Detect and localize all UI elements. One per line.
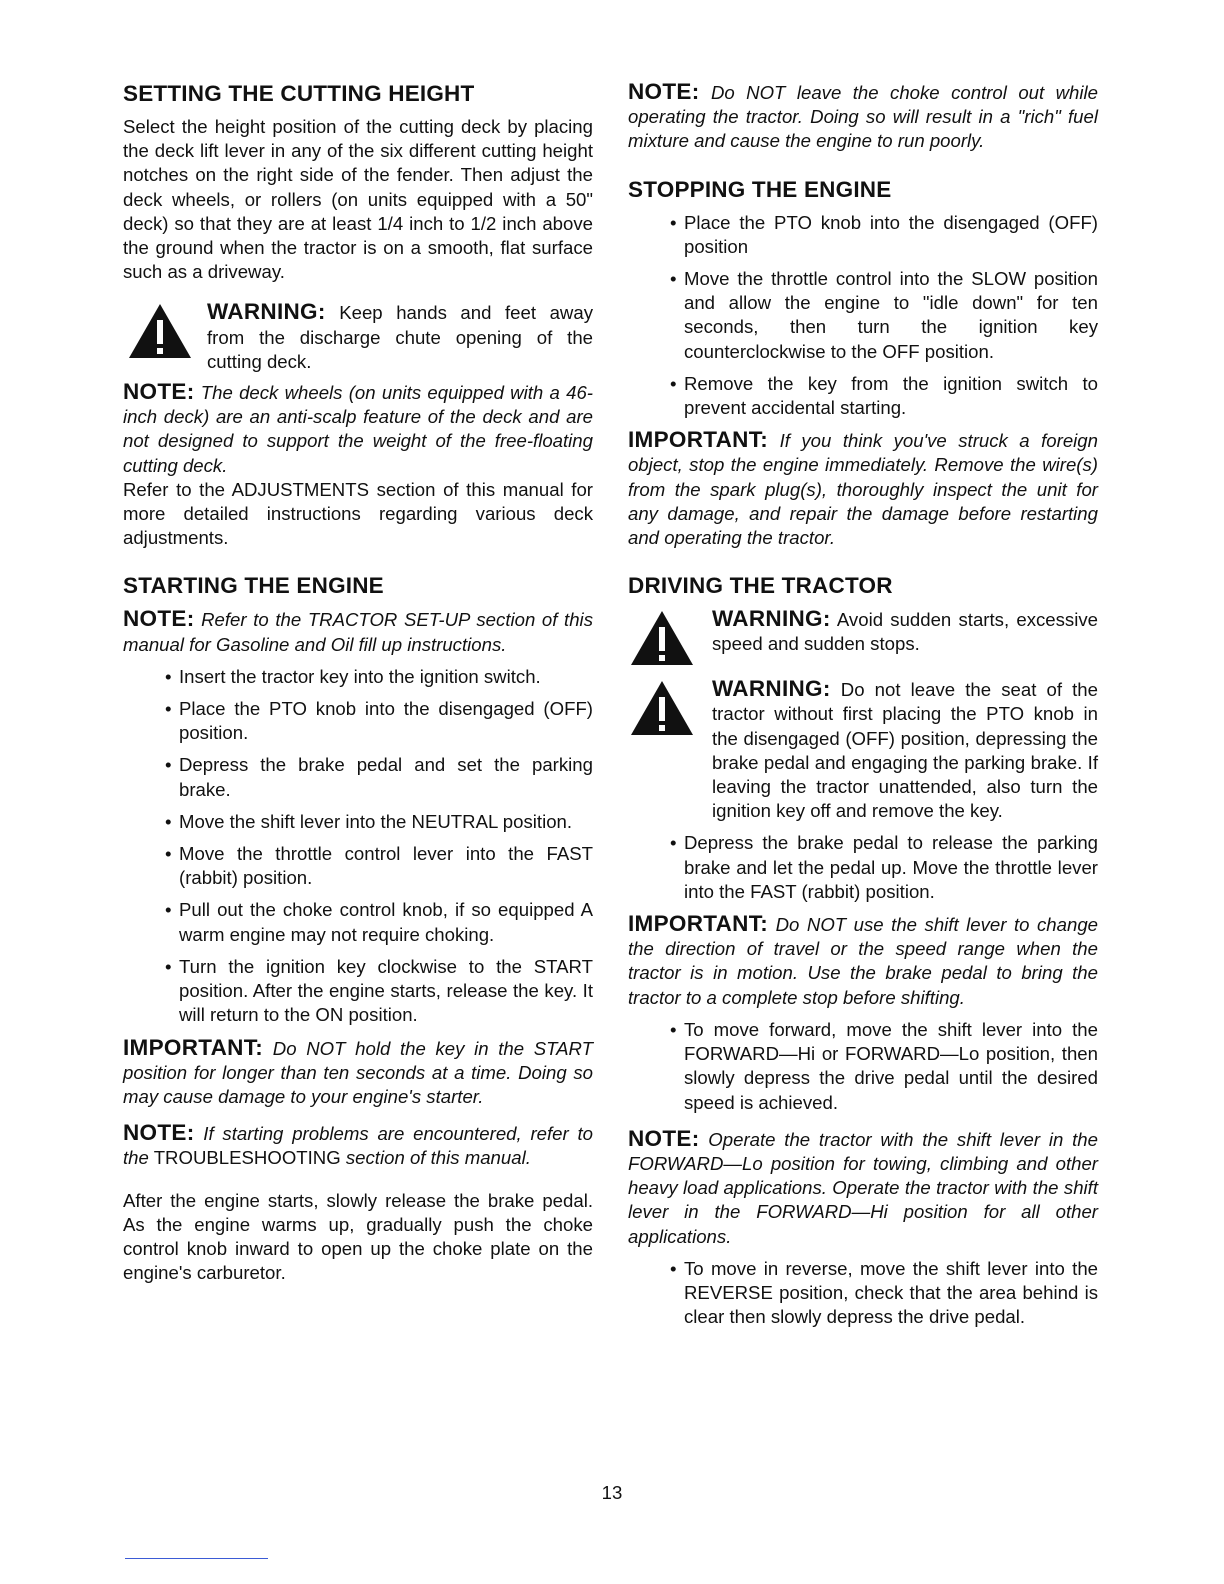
- driving-warning-1-text: [712, 607, 1098, 656]
- warning-label: WARNING:: [712, 606, 831, 632]
- important-body: If you think you've struck a foreign object, stop the engine immediately. Remove the wire(s) from the spark plug(s), thoroughly inspect the unit for any damage, and repair the damage before restarting and operating the tractor.: [628, 430, 1098, 549]
- cutting-note: [123, 380, 593, 478]
- note-body-b: TROUBLESHOOTING: [153, 1147, 341, 1169]
- warning-label: WARNING:: [207, 299, 326, 325]
- footer-rule: [125, 1558, 268, 1559]
- list-item: • Move the throttle control lever into the FAST (rabbit) position.: [179, 842, 593, 890]
- starting-note: [123, 607, 593, 656]
- important-label: IMPORTANT:: [123, 1034, 264, 1060]
- note-body: The deck wheels (on units equipped with a 46-inch deck) are an anti-scalp feature of the deck and are not designed to support the weight of the free-floating cutting deck.: [123, 382, 593, 476]
- cutting-height-body: Select the height position of the cutting deck by placing the deck lift lever in any of the six different cutting height notches on the right side of the fender. Then adjust the deck wheels, or rollers (on units equipped with a 50" deck) so that they are at least 1/4 inch to 1/2 inch above the ground when the tractor is on a smooth, flat surface such as a driveway.: [123, 116, 593, 283]
- driving-important: [628, 912, 1098, 1010]
- list-item: • Depress the brake pedal and set the parking brake.: [179, 753, 593, 801]
- warning-body: Do not leave the seat of the tractor without first placing the PTO knob in the disengaged (OFF) position, depressing the brake pedal and engaging the parking brake. If leaving the tractor unattended, also turn the ignition key off and remove the key.: [712, 679, 1098, 822]
- warning-triangle-icon: [628, 607, 712, 669]
- driving-tractor-heading: DRIVING THE TRACTOR: [628, 573, 893, 599]
- important-body: Do NOT hold the key in the START position for longer than ten seconds at a time. Doing so may cause damage to your engine's starter.: [123, 1037, 593, 1107]
- warning-body: Keep hands and feet away from the discharge chute opening of the cutting deck.: [207, 302, 593, 372]
- driving-list-1: [628, 831, 1098, 904]
- warning-triangle-icon: [123, 300, 207, 362]
- starting-important: [123, 1036, 593, 1110]
- cutting-warning: [123, 300, 593, 374]
- note-label: NOTE:: [123, 1120, 195, 1146]
- note-body: Do NOT leave the choke control out while operating the tractor. Doing so will result in a "rich" fuel mixture and cause the engine to run poorly.: [628, 82, 1099, 152]
- list-item: • Turn the ignition key clockwise to the START position. After the engine starts, release the key. It will return to the ON position.: [179, 955, 593, 1028]
- important-label: IMPORTANT:: [628, 427, 769, 453]
- right-column: [628, 80, 1098, 1337]
- driving-list-2: [628, 1018, 1098, 1115]
- warning-label: WARNING:: [712, 676, 831, 702]
- cutting-height-heading: SETTING THE CUTTING HEIGHT: [123, 81, 475, 106]
- list-item: • To move in reverse, move the shift lever into the REVERSE position, check that the area behind is clear then slowly depress the drive pedal.: [684, 1257, 1098, 1330]
- important-label: IMPORTANT:: [628, 911, 769, 937]
- note-body: Operate the tractor with the shift lever in the FORWARD—Lo position for towing, climbing and other heavy load applications. Operate the tractor with the shift lever in the FORWARD—Hi position for all other applications.: [628, 1128, 1098, 1247]
- note-body-c: section of this manual.: [345, 1147, 531, 1169]
- driving-list-3: [628, 1257, 1098, 1330]
- stopping-engine-heading: STOPPING THE ENGINE: [628, 176, 892, 202]
- page-number: 13: [601, 1482, 623, 1503]
- choke-note: [628, 80, 1098, 154]
- note-label: NOTE:: [123, 379, 195, 405]
- note-body-a: If starting problems are encountered, refer to the: [123, 1123, 593, 1169]
- important-body: Do NOT use the shift lever to change the direction of travel or the speed range when the tractor is in motion. Use the brake pedal to bring the tractor to a complete stop before shifting.: [628, 914, 1099, 1008]
- troubleshooting-note: [123, 1121, 593, 1170]
- warning-body: Avoid sudden starts, excessive speed and sudden stops.: [712, 609, 1098, 655]
- starting-steps-list: [123, 665, 593, 1028]
- cutting-refer: Refer to the ADJUSTMENTS section of this manual for more detailed instructions regarding various deck adjustments.: [123, 478, 593, 549]
- driving-warning-2-text: [712, 677, 1098, 823]
- driving-note: [628, 1127, 1098, 1249]
- stopping-important: [628, 428, 1098, 550]
- stopping-steps-list: [628, 211, 1098, 421]
- warning-triangle-icon: [628, 677, 712, 739]
- note-label: NOTE:: [123, 606, 195, 632]
- note-label: NOTE:: [628, 79, 700, 104]
- cutting-warning-text: [207, 300, 593, 374]
- list-item: • Pull out the choke control knob, if so equipped A warm engine may not require choking.: [179, 898, 593, 946]
- left-column: [123, 80, 593, 1285]
- list-item: • Move the throttle control into the SLOW position and allow the engine to "idle down" for ten seconds, then turn the ignition key counterclockwise to the OFF position.: [684, 267, 1098, 364]
- list-item: • Place the PTO knob into the disengaged (OFF) position.: [179, 697, 593, 745]
- note-body: Refer to the TRACTOR SET-UP section of this manual for Gasoline and Oil fill up instructions.: [123, 609, 593, 655]
- list-item: • Place the PTO knob into the disengaged (OFF) position: [684, 211, 1098, 259]
- driving-warning-2: [628, 677, 1098, 823]
- after-start-text: After the engine starts, slowly release the brake pedal. As the engine warms up, gradually push the choke control knob inward to open up the choke plate on the engine's carburetor.: [123, 1189, 593, 1284]
- driving-warning-1: [628, 607, 1098, 669]
- list-item: • Insert the tractor key into the ignition switch.: [179, 665, 593, 689]
- list-item: • To move forward, move the shift lever into the FORWARD—Hi or FORWARD—Lo position, then slowly depress the drive pedal until the desired speed is achieved.: [684, 1018, 1098, 1115]
- starting-engine-heading: STARTING THE ENGINE: [123, 573, 384, 599]
- list-item: • Depress the brake pedal to release the parking brake and let the pedal up. Move the throttle lever into the FAST (rabbit) position.: [684, 831, 1098, 904]
- list-item: • Move the shift lever into the NEUTRAL position.: [179, 810, 593, 834]
- list-item: • Remove the key from the ignition switch to prevent accidental starting.: [684, 372, 1098, 420]
- note-label: NOTE:: [628, 1125, 700, 1151]
